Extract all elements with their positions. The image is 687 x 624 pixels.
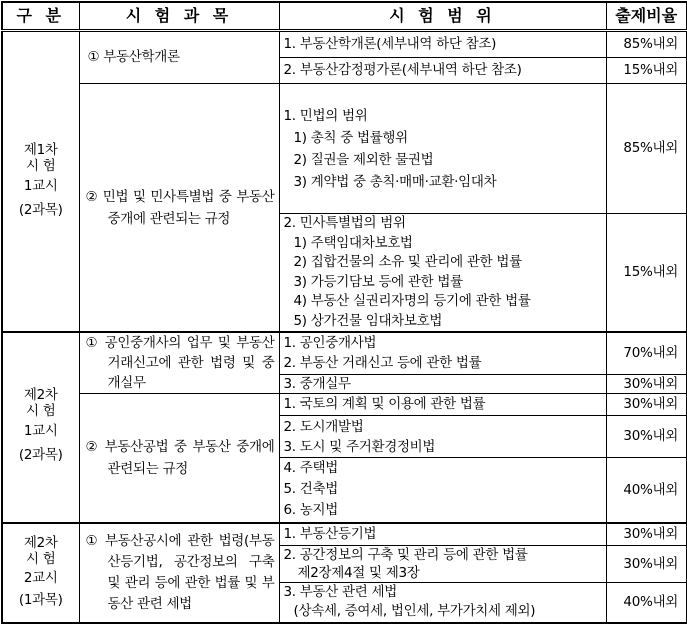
ratio-cell: 30%내외 — [606, 394, 687, 416]
scope-line: 1. 민법의 범위 — [283, 107, 368, 124]
division-period: 2교시 — [23, 569, 58, 586]
scope-line: 3. 부동산 관련 세법 — [283, 584, 397, 601]
ratio-cell: 40%내외 — [606, 583, 687, 623]
scope-cell — [279, 332, 606, 374]
ratio-cell: 85%내외 — [606, 84, 687, 214]
scope-line: 4) 부동산 실권리자명의 등기에 관한 법률 — [293, 293, 531, 309]
header-subject: 시 험 과 목 — [79, 2, 279, 31]
division-name: 시 험 — [26, 403, 56, 420]
header-scope: 시 험 범 위 — [279, 2, 606, 31]
ratio-cell: 30%내외 — [606, 374, 687, 393]
ratio-cell: 30%내외 — [606, 416, 687, 458]
subject-cell: ① 부동산공시에 관한 법령(부동산등기법, 공간정보의 구축 및 관리 등에 관한 법률 및 부동산 관련 세법 — [79, 523, 279, 623]
scope-cell: 3. 중개실무 — [279, 374, 606, 393]
subject-cell: ① 공인중개사의 업무 및 부동산 거래신고에 관한 법령 및 중개실무 — [79, 332, 279, 394]
division-name: 제1차 — [23, 141, 58, 158]
scope-line: 3) 계약법 중 총칙·매매·교환·임대차 — [293, 173, 497, 190]
scope-cell — [279, 416, 606, 458]
division-cell — [2, 523, 79, 623]
ratio-cell: 70%내외 — [606, 332, 687, 374]
scope-line: 4. 주택법 — [283, 460, 338, 477]
scope-line: 2. 부동산 거래신고 등에 관한 법률 — [283, 355, 482, 372]
division-name: 시 험 — [26, 157, 56, 174]
scope-cell: 1. 부동산등기법 — [279, 523, 606, 546]
table-row — [2, 31, 687, 58]
scope-cell: 2. 부동산감정평가론(세부내역 하단 참조) — [279, 58, 606, 84]
header-row — [2, 2, 687, 31]
division-cell — [2, 31, 79, 333]
scope-cell — [279, 214, 606, 333]
ratio-cell: 15%내외 — [606, 214, 687, 333]
ratio-cell: 30%내외 — [606, 546, 687, 583]
scope-line: 1) 주택임대차보호법 — [293, 234, 413, 251]
scope-line: 2. 도시개발법 — [283, 418, 364, 435]
ratio-cell: 30%내외 — [606, 523, 687, 546]
scope-cell — [279, 583, 606, 623]
scope-line: 2) 집합건물의 소유 및 관리에 관한 법률 — [293, 254, 522, 270]
division-count: (1과목) — [18, 591, 63, 608]
scope-line: (상속세, 증여세, 법인세, 부가가치세 제외) — [293, 603, 536, 620]
division-period: 1교시 — [23, 177, 58, 194]
table-row — [2, 523, 687, 546]
division-name: 시 험 — [26, 550, 56, 567]
table-row — [2, 332, 687, 374]
scope-line: 제2장제4절 및 제3장 — [297, 565, 420, 581]
scope-cell: 1. 부동산학개론(세부내역 하단 참조) — [279, 31, 606, 58]
table-row — [2, 84, 687, 214]
scope-line: 2) 질권을 제외한 물권법 — [293, 151, 434, 168]
scope-line: 5. 건축법 — [283, 481, 338, 498]
division-count: (2과목) — [18, 447, 63, 464]
header-ratio: 출제비율 — [606, 2, 687, 31]
division-count: (2과목) — [18, 201, 63, 218]
subject-cell: ① 부동산학개론 — [79, 31, 279, 84]
scope-line: 5) 상가건물 임대차보호법 — [293, 312, 443, 329]
scope-cell — [279, 458, 606, 523]
subject-cell: ② 부동산공법 중 부동산 중개에 관련되는 규정 — [79, 394, 279, 523]
scope-line: 2. 공간정보의 구축 및 관리 등에 관한 법률 — [283, 547, 528, 563]
scope-line: 2. 민사특별법의 범위 — [283, 215, 406, 231]
scope-line: 1. 공인중개사법 — [283, 335, 377, 352]
table-row — [2, 394, 687, 416]
scope-cell — [279, 84, 606, 214]
division-period: 1교시 — [23, 423, 58, 440]
exam-scope-table — [1, 1, 687, 624]
header-division: 구 분 — [2, 2, 79, 31]
ratio-cell: 15%내외 — [606, 58, 687, 84]
scope-line: 3) 가등기담보 등에 관한 법률 — [293, 273, 463, 290]
division-cell — [2, 332, 79, 523]
division-name: 제2차 — [23, 534, 58, 551]
scope-line: 1) 총칙 중 법률행위 — [293, 129, 408, 146]
subject-cell: ② 민법 및 민사특별법 중 부동산 중개에 관련되는 규정 — [79, 84, 279, 333]
scope-line: 6. 농지법 — [283, 502, 338, 519]
ratio-cell: 40%내외 — [606, 458, 687, 523]
division-name: 제2차 — [23, 387, 58, 404]
ratio-cell: 85%내외 — [606, 31, 687, 58]
scope-cell — [279, 546, 606, 583]
scope-cell: 1. 국토의 계획 및 이용에 관한 법률 — [279, 394, 606, 416]
scope-line: 3. 도시 및 주거환경정비법 — [283, 438, 436, 455]
